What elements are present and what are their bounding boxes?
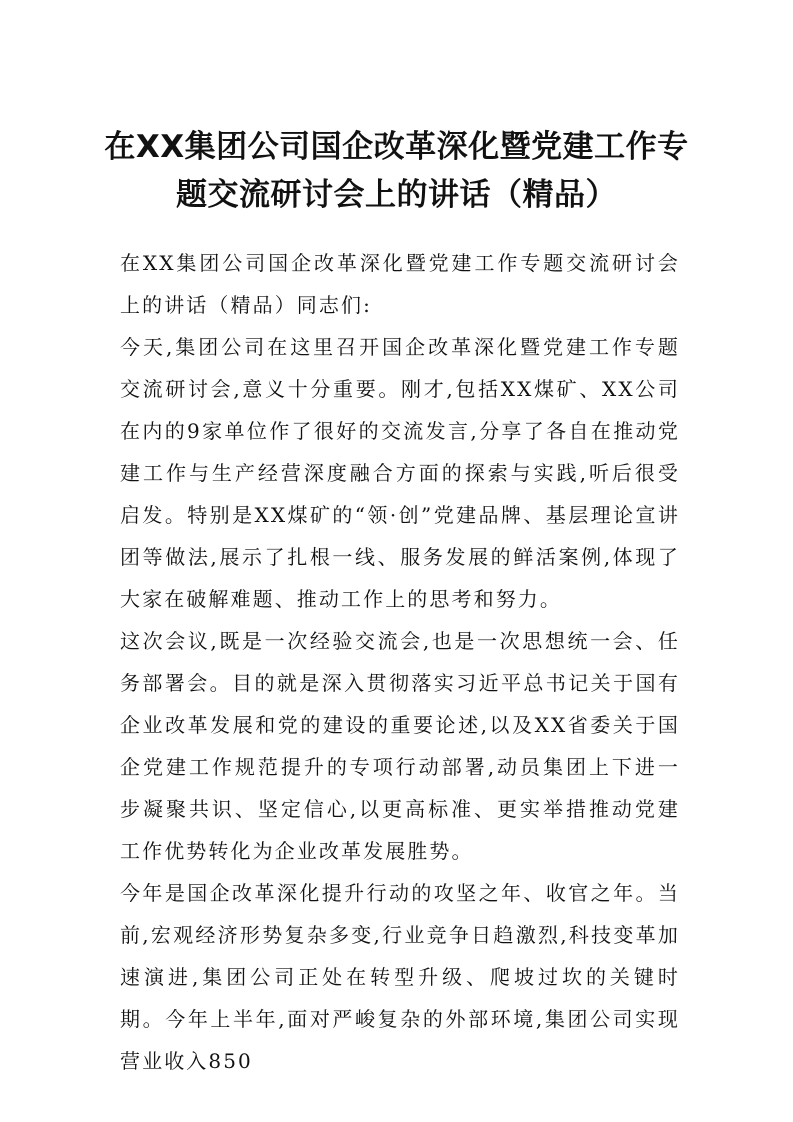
document-title-line-2: 题交流研讨会上的讲话（精品）: [176, 177, 617, 213]
paragraph-opening: 在XX集团公司国企改革深化暨党建工作专题交流研讨会上的讲话（精品）同志们:: [120, 251, 680, 317]
paragraph-current-situation: 今年是国企改革深化提升行动的攻坚之年、收官之年。当前,宏观经济形势复杂多变,行业竞争日趋激烈,科技变革加速演进,集团公司正处在转型升级、爬坡过坎的关键时期。今年上半年,面对严峻复杂的外部环境,集团公司实现营业收入850: [120, 881, 680, 1073]
document-body: [120, 242, 680, 1082]
paragraph-meeting-purpose: 这次会议,既是一次经验交流会,也是一次思想统一会、任务部署会。目的就是深入贯彻落实习近平总书记关于国有企业改革发展和党的建设的重要论述,以及XX省委关于国企党建工作规范提升的专项行动部署,动员集团上下进一步凝聚共识、坚定信心,以更高标准、更实举措推动党建工作优势转化为企业改革发展胜势。: [120, 629, 680, 863]
paragraph-meeting-intro: 今天,集团公司在这里召开国企改革深化暨党建工作专题交流研讨会,意义十分重要。刚才,包括XX煤矿、XX公司在内的9家单位作了很好的交流发言,分享了各自在推动党建工作与生产经营深度融合方面的探索与实践,听后很受启发。特别是XX煤矿的“领·创”党建品牌、基层理论宣讲团等做法,展示了扎根一线、服务发展的鲜活案例,体现了大家在破解难题、推动工作上的思考和努力。: [120, 335, 680, 611]
document-title-line-1: 在XX集团公司国企改革深化暨党建工作专: [104, 129, 689, 165]
